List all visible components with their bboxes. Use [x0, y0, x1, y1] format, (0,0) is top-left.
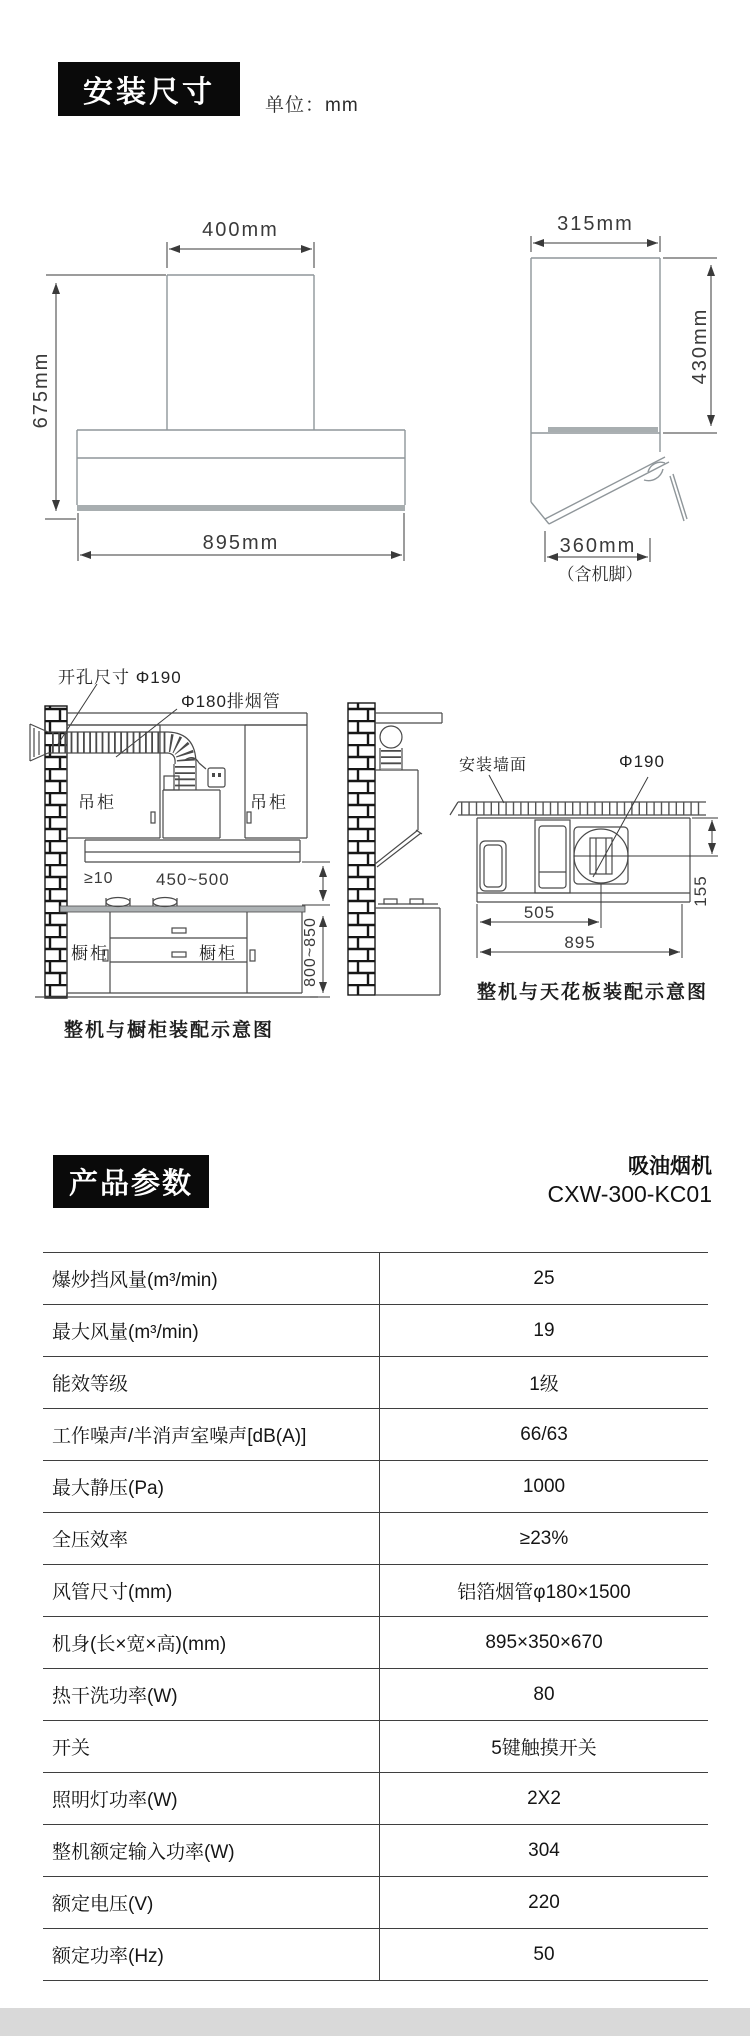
side-bottom-depth-note: （含机脚）: [557, 565, 643, 584]
hole-diameter-label: Φ190: [619, 752, 665, 771]
front-bottom-width-dim: 895mm: [202, 532, 280, 554]
spec-value: 5键触摸开关: [491, 1738, 597, 1759]
spec-value: 304: [528, 1839, 560, 1861]
spec-value: ≥23%: [519, 1527, 569, 1549]
table-row: [43, 1357, 708, 1409]
spec-label: 额定电压(V): [43, 1877, 380, 1928]
spec-value: 25: [533, 1267, 555, 1289]
spec-label: 风管尺寸(mm): [43, 1565, 380, 1616]
spec-value: 895×350×670: [485, 1631, 603, 1653]
spec-value: 铝箔烟管φ180×1500: [457, 1582, 631, 1603]
params-section-title-box: [53, 1155, 209, 1208]
spec-label: 最大静压(Pa): [43, 1461, 380, 1512]
base-cabinet-left-label: 橱柜: [71, 944, 109, 963]
side-height-dim: 430mm: [689, 307, 711, 385]
spec-label: 爆炒挡风量(m³/min): [43, 1253, 380, 1304]
spec-value: 19: [533, 1319, 555, 1341]
table-row: [43, 1305, 708, 1357]
cabinet-assembly-caption: 整机与橱柜装配示意图: [64, 1020, 275, 1041]
spec-label: 全压效率: [43, 1513, 380, 1564]
product-model: CXW-300-KC01: [547, 1181, 712, 1207]
table-row: [43, 1253, 708, 1305]
hanging-cabinet-right-label: 吊柜: [250, 793, 288, 812]
table-row: [43, 1617, 708, 1669]
params-section-title: 产品参数: [68, 1168, 193, 1200]
spec-value: 50: [533, 1943, 555, 1965]
dim-505: 505: [523, 903, 556, 922]
install-section-title: 安装尺寸: [83, 76, 215, 109]
hanging-cabinet-left-label: 吊柜: [78, 793, 116, 812]
hole-size-label: 开孔尺寸 Φ190: [58, 668, 182, 687]
mounting-wall-label: 安装墙面: [459, 757, 528, 774]
side-top-width-dim: 315mm: [557, 213, 634, 235]
dim-895: 895: [564, 933, 596, 952]
front-top-width-dim: 400mm: [202, 219, 279, 241]
spec-label: 额定功率(Hz): [43, 1929, 380, 1980]
table-row: [43, 1877, 708, 1929]
front-height-dim: 675mm: [30, 351, 52, 429]
table-row: [43, 1513, 708, 1565]
spec-label: 开关: [43, 1721, 380, 1772]
spec-label: 热干洗功率(W): [43, 1669, 380, 1720]
install-section-title-box: [58, 62, 240, 116]
table-row: [43, 1825, 708, 1877]
spec-label: 能效等级: [43, 1357, 380, 1408]
table-row: [43, 1669, 708, 1721]
table-row: [43, 1565, 708, 1617]
spec-label: 整机额定输入功率(W): [43, 1825, 380, 1876]
ceiling-assembly-caption: 整机与天花板装配示意图: [477, 982, 709, 1003]
hob-to-floor-dim: 800~850: [302, 917, 319, 987]
spec-value: 2X2: [527, 1787, 561, 1809]
spec-label: 最大风量(m³/min): [43, 1305, 380, 1356]
table-row: [43, 1461, 708, 1513]
spec-value: 220: [528, 1891, 560, 1913]
duct-label: Φ180排烟管: [181, 692, 281, 711]
spec-table: [43, 1252, 708, 1981]
base-cabinet-right-label: 橱柜: [199, 944, 237, 963]
table-row: [43, 1721, 708, 1773]
product-category: 吸油烟机: [628, 1155, 712, 1178]
spec-value: 66/63: [520, 1423, 568, 1445]
side-bottom-depth-dim: 360mm: [559, 535, 637, 557]
unit-label: 单位：mm: [265, 95, 359, 116]
spec-value: 1级: [529, 1374, 559, 1395]
hood-to-hob-dim: 450~500: [156, 870, 230, 889]
spec-label: 照明灯功率(W): [43, 1773, 380, 1824]
table-row: [43, 1773, 708, 1825]
spec-label: 机身(长×宽×高)(mm): [43, 1617, 380, 1668]
table-row: [43, 1929, 708, 1981]
spec-value: 1000: [522, 1475, 566, 1497]
min-gap-dim: ≥10: [84, 870, 114, 887]
footer-band: [0, 2008, 750, 2036]
dim-155: 155: [691, 875, 710, 907]
spec-label: 工作噪声/半消声室噪声[dB(A)]: [43, 1409, 380, 1460]
spec-value: 80: [533, 1683, 555, 1705]
table-row: [43, 1409, 708, 1461]
